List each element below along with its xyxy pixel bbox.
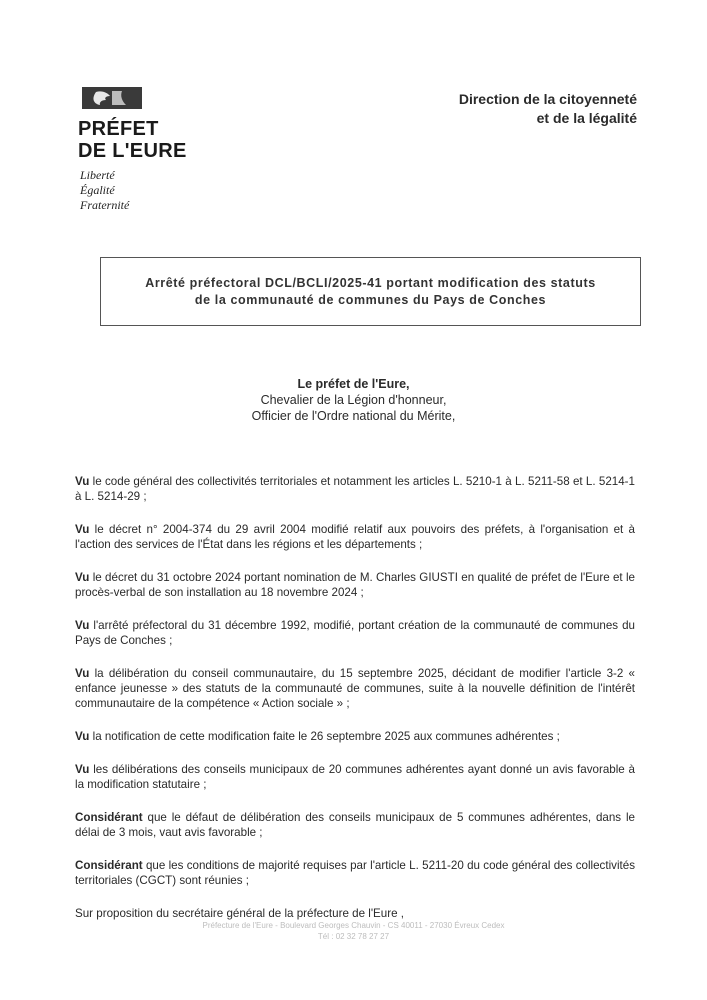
consideration-item (75, 522, 635, 552)
motto-fraternite: Fraternité (80, 198, 130, 212)
considerations-list (75, 474, 635, 939)
consideration-item (75, 729, 635, 744)
consideration-item (75, 858, 635, 888)
consideration-item (75, 810, 635, 840)
consideration-keyword: Considérant (75, 811, 143, 824)
consideration-keyword: Vu (75, 571, 90, 584)
prefecture-line2: DE L'EURE (78, 140, 187, 162)
footer-address: Préfecture de l'Eure - Boulevard Georges Chauvin - CS 40011 - 27030 Évreux Cedex (202, 921, 505, 930)
decree-title-line2: de la communauté de communes du Pays de Conches (194, 292, 547, 307)
consideration-text: le code général des collectivités territoriales et notamment les articles L. 5210-1 à L. 5211-58 et L. 5214-1 à L. 5214-29 ; (75, 475, 635, 503)
proposal-line (75, 906, 635, 921)
consideration-text: la délibération du conseil communautaire, du 15 septembre 2025, décidant de modifier l'article 3-2 « enfance jeunesse » des statuts de la communauté de communes, suite à la nouvelle définition de l'intérêt communautaire de la compétence « Action sociale » ; (75, 667, 635, 710)
consideration-text: que les conditions de majorité requises par l'article L. 5211-20 du code général des collectivités territoriales (CGCT) sont réunies ; (75, 859, 635, 887)
consideration-item (75, 474, 635, 504)
consideration-keyword: Considérant (75, 859, 143, 872)
consideration-item (75, 618, 635, 648)
consideration-keyword: Vu (75, 475, 90, 488)
footer-phone: Tél : 02 32 78 27 27 (317, 932, 390, 941)
prefect-name: Le préfet de l'Eure, (297, 377, 410, 391)
consideration-keyword: Vu (75, 730, 90, 743)
consideration-keyword: Vu (75, 667, 90, 680)
motto-liberte: Liberté (80, 168, 115, 182)
consideration-text: Sur proposition du secrétaire général de la préfecture de l'Eure , (75, 907, 404, 920)
issuing-direction (459, 90, 637, 128)
page-footer (0, 920, 707, 942)
consideration-keyword: Vu (75, 523, 90, 536)
marianne-logo (82, 87, 202, 109)
republic-motto (80, 168, 129, 213)
consideration-text: la notification de cette modification faite le 26 septembre 2025 aux communes adhérentes ; (89, 730, 560, 743)
prefect-title-1: Chevalier de la Légion d'honneur, (260, 393, 447, 407)
prefect-header (0, 376, 707, 424)
motto-egalite: Égalité (80, 183, 115, 197)
consideration-item (75, 666, 635, 711)
consideration-text: les délibérations des conseils municipaux de 20 communes adhérentes ayant donné un avis favorable à la modification statutaire ; (75, 763, 635, 791)
consideration-keyword: Vu (75, 619, 90, 632)
marianne-icon (82, 87, 142, 109)
prefect-title-2: Officier de l'Ordre national du Mérite, (251, 409, 456, 423)
consideration-text: l'arrêté préfectoral du 31 décembre 1992, modifié, portant création de la communauté de communes du Pays de Conches ; (75, 619, 635, 647)
consideration-text: le décret du 31 octobre 2024 portant nomination de M. Charles GIUSTI en qualité de préfet de l'Eure et le procès-verbal de son installation au 18 novembre 2024 ; (75, 571, 635, 599)
prefecture-line1: PRÉFET (78, 118, 159, 140)
consideration-keyword: Vu (75, 763, 90, 776)
consideration-item (75, 762, 635, 792)
decree-title-box (100, 257, 641, 326)
consideration-item (75, 570, 635, 600)
consideration-text: le décret n° 2004-374 du 29 avril 2004 modifié relatif aux pouvoirs des préfets, à l'organisation et à l'action des services de l'État dans les régions et les départements ; (75, 523, 635, 551)
direction-line2: et de la légalité (536, 110, 637, 126)
consideration-text: que le défaut de délibération des conseils municipaux de 5 communes adhérentes, dans le délai de 3 mois, vaut avis favorable ; (75, 811, 635, 839)
prefecture-name (78, 118, 187, 162)
decree-title-line1: Arrêté préfectoral DCL/BCLI/2025-41 portant modification des statuts (145, 275, 596, 290)
direction-line1: Direction de la citoyenneté (458, 91, 637, 107)
